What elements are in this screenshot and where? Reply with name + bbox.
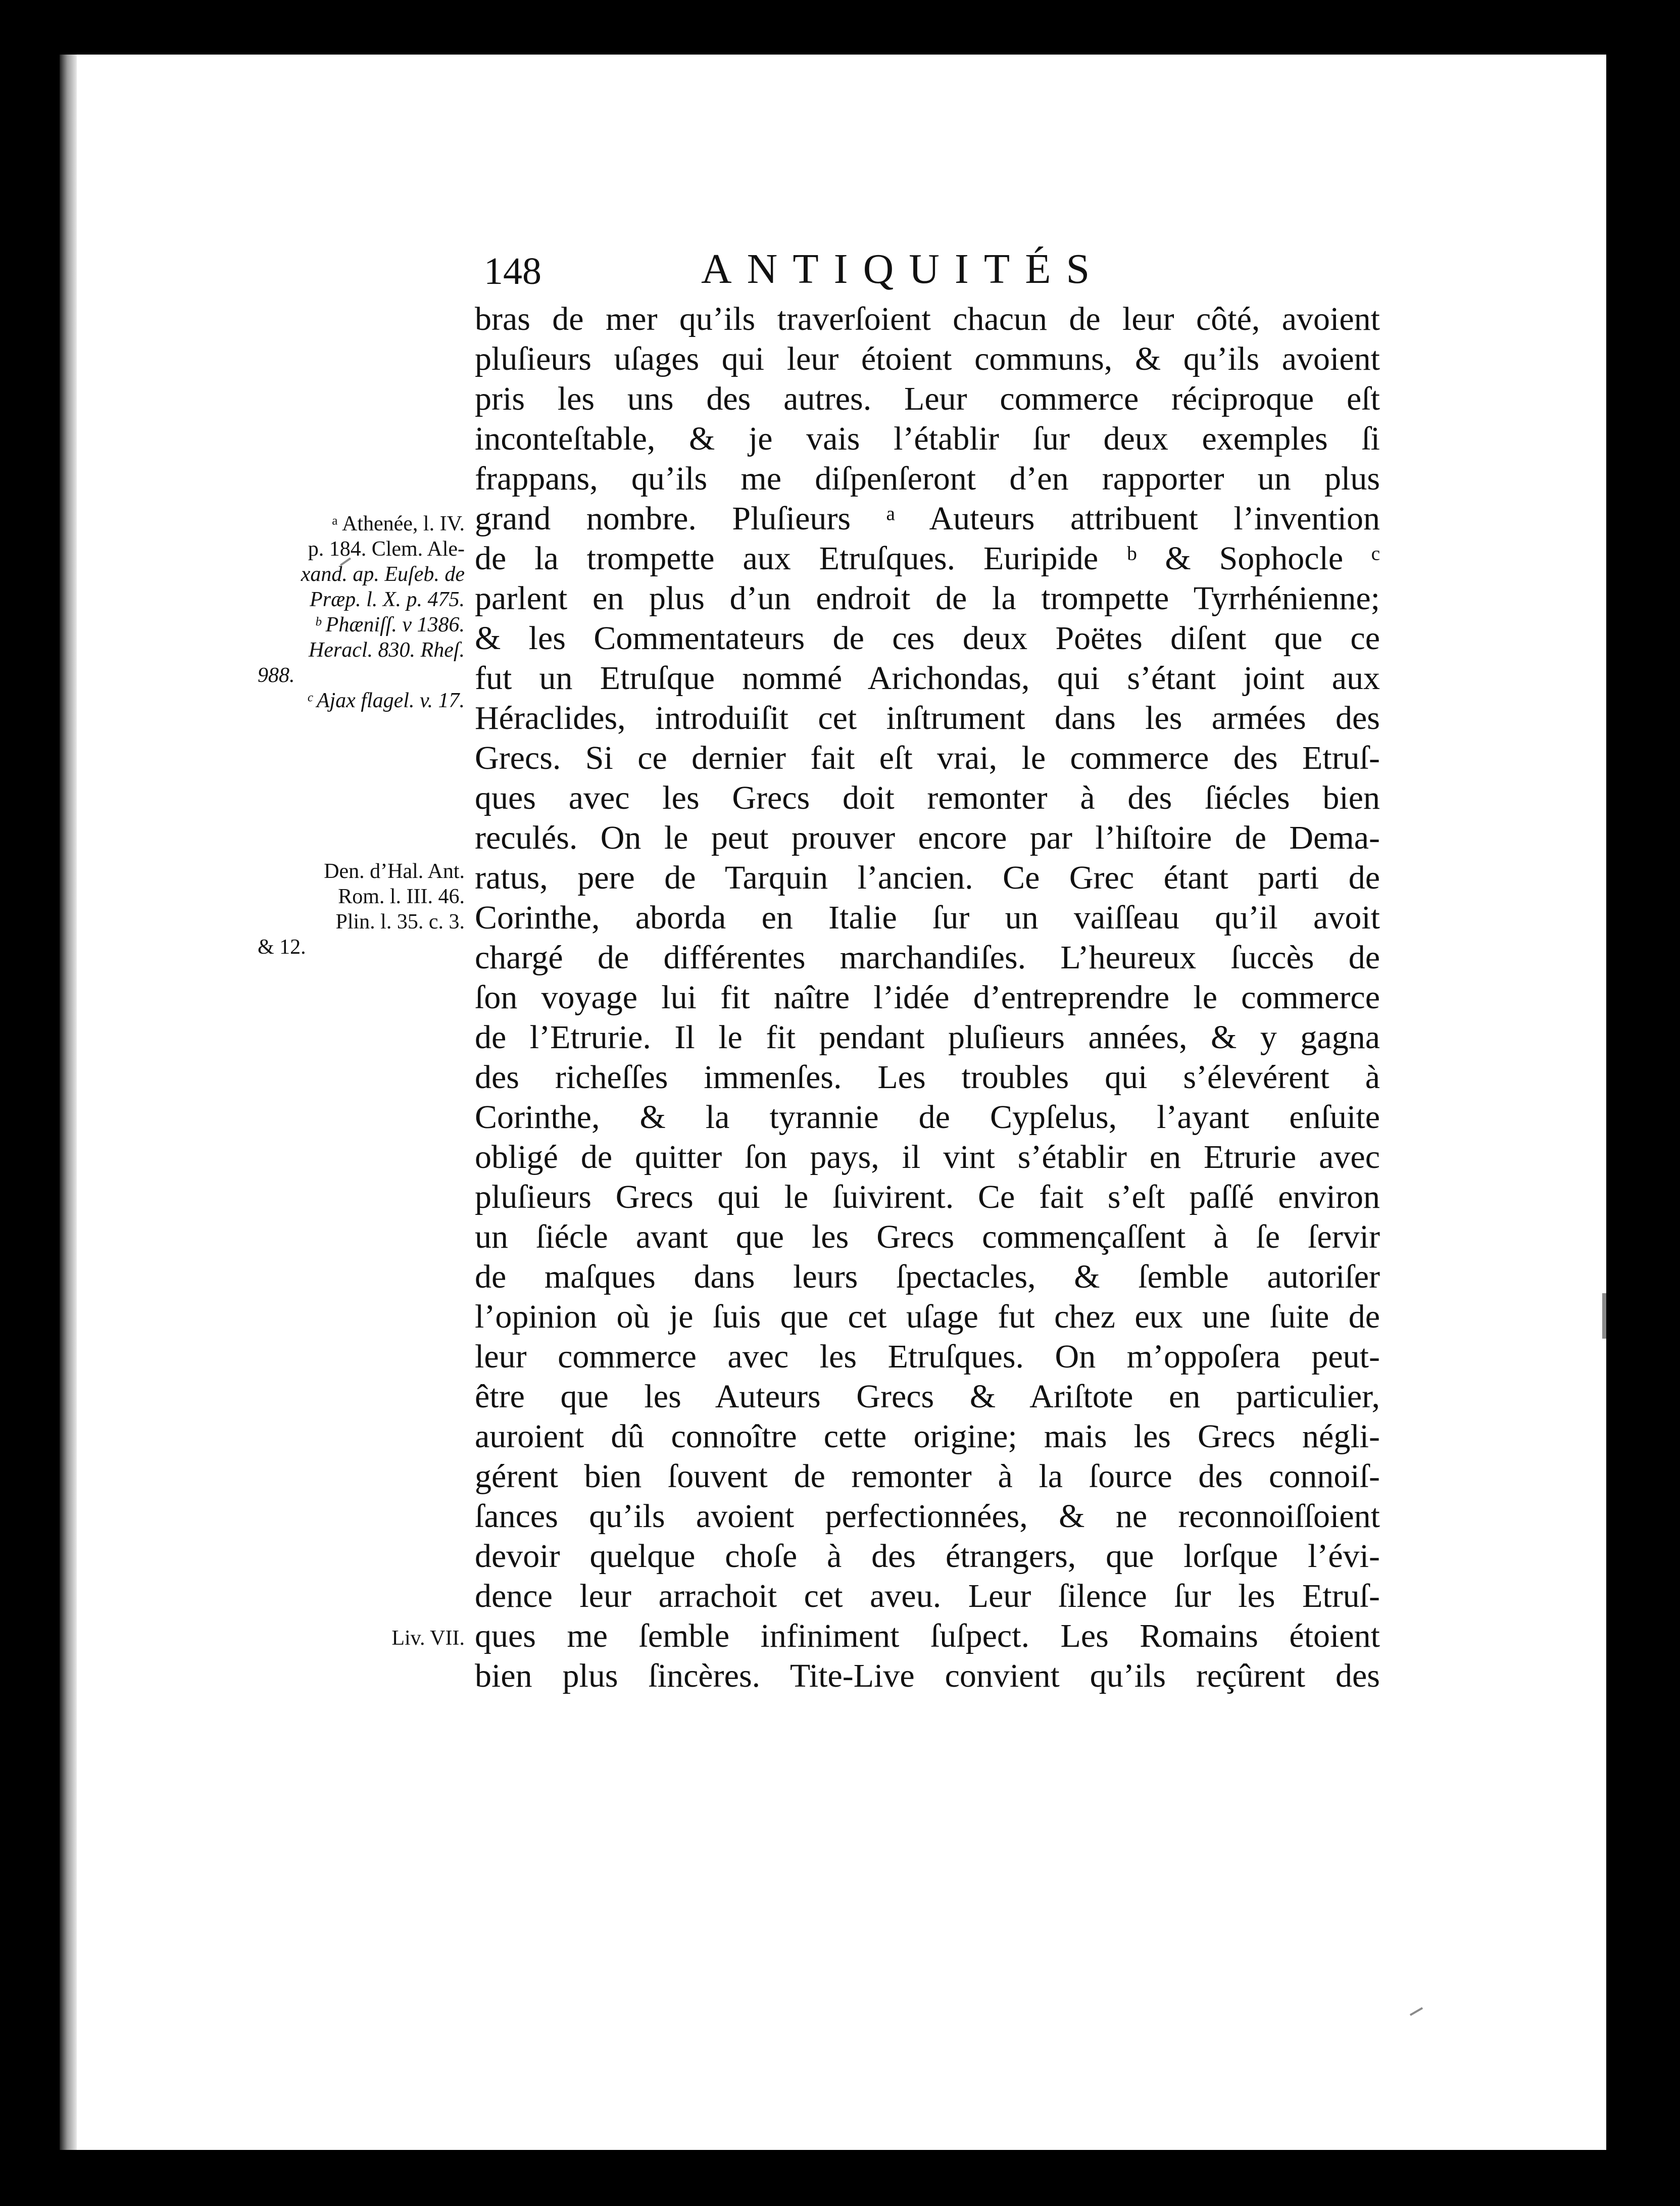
- margin-note-line: Plin. l. 35. c. 3.: [335, 910, 465, 934]
- margin-note-e: [258, 1626, 465, 1651]
- text-line: de la trompette aux Etruſques. Euripide ᵇ & Sophocle ᶜ: [475, 540, 1380, 577]
- text-line: & les Commentateurs de ces deux Poëtes diſent que ce: [475, 620, 1380, 657]
- text-line: Héraclides, introduiſit cet inſtrument dans les armées des: [475, 700, 1380, 737]
- page-number: 148: [484, 250, 541, 292]
- margin-note-line: Heracl. 830. Rheſ.: [308, 639, 465, 662]
- text-line: un ſiécle avant que les Grecs commençaſſent à ſe ſervir: [475, 1218, 1380, 1255]
- page-edge-shadow: [60, 55, 77, 2150]
- text-line: être que les Auteurs Grecs & Ariſtote en particulier,: [475, 1378, 1380, 1415]
- text-line: gérent bien ſouvent de remonter à la ſource des connoiſ-: [475, 1458, 1380, 1495]
- margin-note-line: & 12.: [258, 936, 306, 959]
- text-line: ſon voyage lui fit naître l’idée d’entreprendre le commerce: [475, 979, 1380, 1016]
- text-line: pluſieurs uſages qui leur étoient communs, & qu’ils avoient: [475, 340, 1380, 377]
- body-text: [475, 299, 1380, 1696]
- text-line: ratus, pere de Tarquin l’ancien. Ce Grec étant parti de: [475, 859, 1380, 896]
- text-line: leur commerce avec les Etruſques. On m’oppoſera peut-: [475, 1338, 1380, 1375]
- margin-note-line: ᶜ Ajax flagel. v. 17.: [306, 689, 465, 712]
- text-line: ques avec les Grecs doit remonter à des ſiécles bien: [475, 779, 1380, 816]
- text-line: pluſieurs Grecs qui le ſuivirent. Ce fait s’eſt paſſé environ: [475, 1179, 1380, 1215]
- margin-note-d: [258, 859, 465, 960]
- text-line: reculés. On le peut prouver encore par l’hiſtoire de Dema-: [475, 819, 1380, 856]
- text-line: bien plus ſincères. Tite-Live convient qu’ils reçûrent des: [475, 1657, 1380, 1694]
- text-line: dence leur arrachoit cet aveu. Leur ſilence ſur les Etruſ-: [475, 1578, 1380, 1614]
- text-line: de maſques dans leurs ſpectacles, & ſemble autoriſer: [475, 1258, 1380, 1295]
- text-line: auroient dû connoître cette origine; mais les Grecs négli-: [475, 1418, 1380, 1455]
- text-line: l’opinion où je ſuis que cet uſage fut chez eux une ſuite de: [475, 1298, 1380, 1335]
- text-line: grand nombre. Pluſieurs ᵃ Auteurs attribuent l’invention: [475, 500, 1380, 537]
- text-line: Corinthe, & la tyrannie de Cypſelus, l’ayant enſuite: [475, 1099, 1380, 1136]
- text-line: devoir quelque choſe à des étrangers, que lorſque l’évi-: [475, 1538, 1380, 1575]
- text-line: de l’Etrurie. Il le fit pendant pluſieurs années, & y gagna: [475, 1019, 1380, 1056]
- margin-note-a: [258, 511, 465, 713]
- text-line: bras de mer qu’ils traverſoient chacun de leur côté, avoient: [475, 301, 1380, 337]
- margin-note-line: ᵇ Phæniſſ. v 1386.: [314, 613, 465, 636]
- text-line: des richeſſes immenſes. Les troubles qui s’élevérent à: [475, 1059, 1380, 1096]
- margin-note-line: Liv. VII.: [391, 1627, 465, 1650]
- text-line: obligé de quitter ſon pays, il vint s’établir en Etrurie avec: [475, 1139, 1380, 1175]
- text-line: Grecs. Si ce dernier fait eſt vrai, le commerce des Etruſ-: [475, 740, 1380, 776]
- running-head: [484, 241, 1353, 302]
- text-line: ques me ſemble infiniment ſuſpect. Les Romains étoient: [475, 1617, 1380, 1654]
- margin-note-line: xand. ap. Euſeb. de: [301, 563, 465, 586]
- margin-note-line: Rom. l. III. 46.: [338, 885, 465, 908]
- running-title: ANTIQUITÉS: [701, 246, 1105, 292]
- text-line: parlent en plus d’un endroit de la trompette Tyrrhénienne;: [475, 580, 1380, 617]
- margin-note-line: Præp. l. X. p. 475.: [310, 588, 465, 611]
- text-line: inconteſtable, & je vais l’établir ſur deux exemples ſi: [475, 420, 1380, 457]
- margin-note-line: p. 184. Clem. Ale-: [308, 537, 465, 561]
- text-line: fut un Etruſque nommé Arichondas, qui s’étant joint aux: [475, 660, 1380, 697]
- text-line: chargé de différentes marchandiſes. L’heureux ſuccès de: [475, 939, 1380, 976]
- text-line: Corinthe, aborda en Italie ſur un vaiſſeau qu’il avoit: [475, 899, 1380, 936]
- margin-note-line: ᵃ Athenée, l. IV.: [332, 512, 465, 535]
- text-line: pris les uns des autres. Leur commerce réciproque eſt: [475, 380, 1380, 417]
- margin-note-line: Den. d’Hal. Ant.: [324, 860, 465, 883]
- scan-mark: [1602, 1293, 1606, 1339]
- text-line: ſances qu’ils avoient perfectionnées, & ne reconnoiſſoient: [475, 1498, 1380, 1535]
- text-line: frappans, qu’ils me diſpenſeront d’en rapporter un plus: [475, 460, 1380, 497]
- margin-note-line: 988.: [258, 664, 295, 687]
